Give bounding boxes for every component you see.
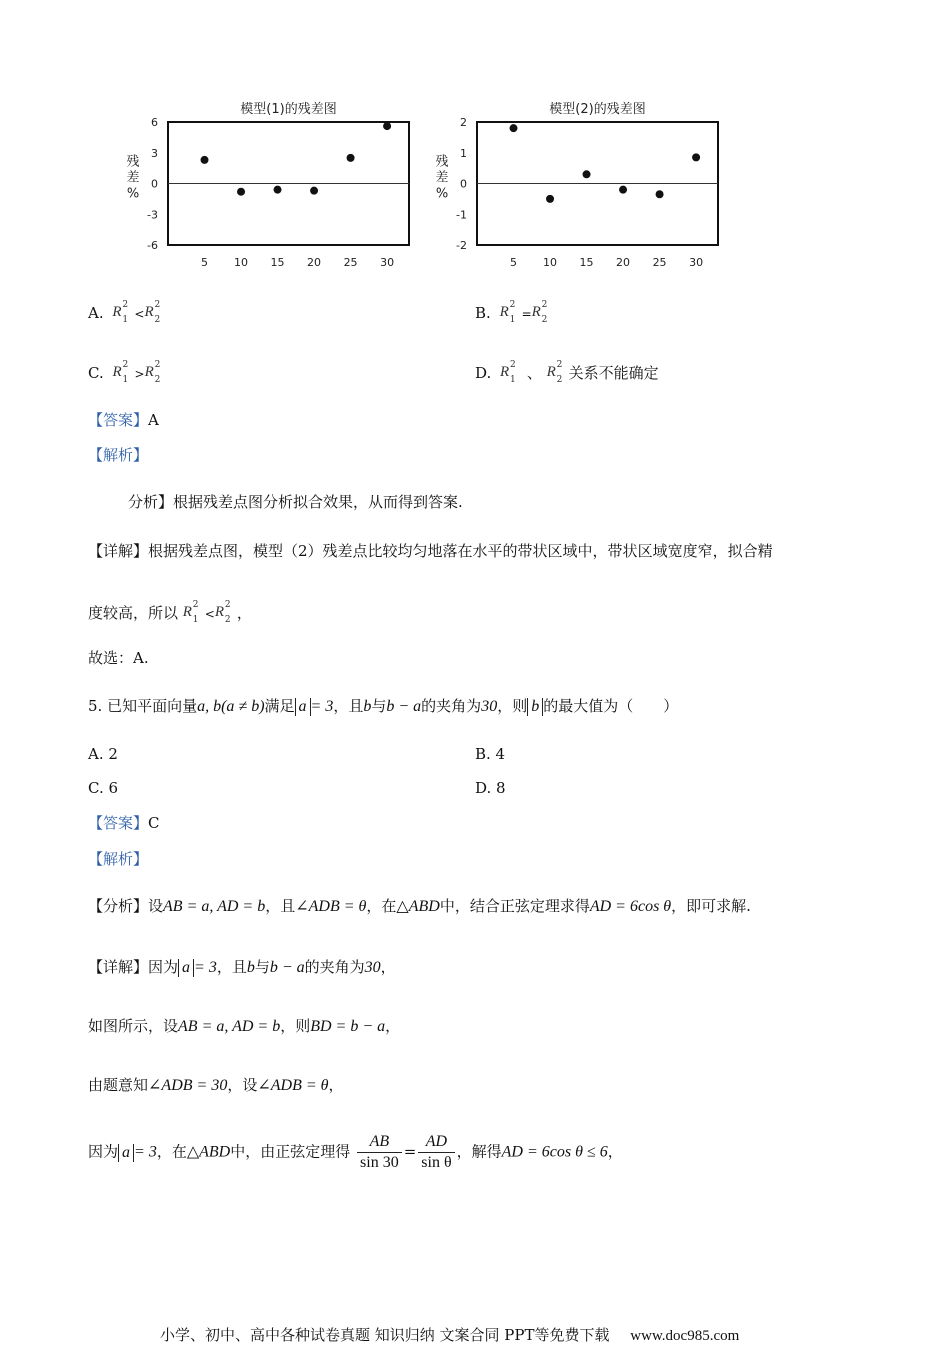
y-tick-label: -3 bbox=[147, 208, 158, 222]
q5-detail-line-1: 【详解】因为 a = 3，且b与b − a的夹角为30， bbox=[88, 958, 396, 976]
chart-title: 模型(2)的残差图 bbox=[549, 102, 646, 117]
y-axis-label-char: 差 bbox=[435, 170, 449, 186]
y-axis-label-char: % bbox=[435, 186, 449, 202]
data-point bbox=[692, 153, 700, 161]
fraction-ad-sintheta: $\frac{AD}{\text{sin θ}}$ bbox=[418, 1132, 454, 1173]
data-point bbox=[583, 170, 591, 178]
y-axis-label-char: % bbox=[126, 186, 140, 202]
y-axis-label-char: 差 bbox=[126, 170, 140, 186]
data-point bbox=[546, 195, 554, 203]
q4-answer: 【答案】A bbox=[88, 411, 159, 429]
x-tick-label: 20 bbox=[616, 256, 631, 269]
y-tick-label: 1 bbox=[460, 146, 467, 160]
q5-option-a: A. 2 bbox=[88, 745, 118, 763]
y-tick-label: -2 bbox=[456, 239, 467, 252]
data-point bbox=[201, 156, 209, 164]
q4-detail-line-2: 度较高，所以 R 2 1 < R 2 2 ， bbox=[88, 600, 252, 625]
y-tick-label: 6 bbox=[151, 116, 158, 129]
x-tick-label: 15 bbox=[270, 256, 285, 269]
residual-chart-model-1 bbox=[110, 95, 430, 275]
y-tick-label: -1 bbox=[456, 208, 467, 222]
y-tick-label: 0 bbox=[460, 177, 467, 191]
x-tick-label: 10 bbox=[234, 256, 249, 269]
x-tick-label: 5 bbox=[510, 256, 518, 269]
q5-stem: 5. 已知平面向量a, b(a ≠ b)满足 a = 3，且b与b − a的夹角为30，则 b 的最大值为（ ） bbox=[88, 697, 679, 715]
footer bbox=[160, 1324, 739, 1345]
footer-text: 小学、初中、高中各种试卷真题 知识归纳 文案合同 PPT等免费下载 bbox=[160, 1326, 610, 1344]
x-tick-label: 30 bbox=[689, 256, 704, 269]
x-tick-label: 15 bbox=[579, 256, 594, 269]
chart-title: 模型(1)的残差图 bbox=[240, 102, 337, 117]
y-tick-label: 2 bbox=[460, 116, 467, 129]
x-tick-label: 25 bbox=[343, 256, 358, 269]
x-tick-label: 5 bbox=[201, 256, 209, 269]
q4-detail-line-1: 【详解】根据残差点图，模型（2）残差点比较均匀地落在水平的带状区域中，带状区域宽度窄，拟合精 bbox=[88, 542, 773, 560]
x-tick-label: 10 bbox=[543, 256, 558, 269]
q5-option-b: B. 4 bbox=[475, 745, 506, 763]
q4-analysis-text: 分析】根据残差点图分析拟合效果，从而得到答案. bbox=[128, 493, 463, 511]
q4-option-a: A. R 2 1 < R 2 2 bbox=[88, 300, 161, 325]
y-tick-label: 0 bbox=[151, 177, 158, 191]
q4-analysis-tag: 【解析】 bbox=[88, 446, 149, 464]
x-tick-label: 20 bbox=[307, 256, 322, 269]
y-tick-label: 3 bbox=[151, 146, 158, 160]
q4-option-b: B. R 2 1 = R 2 2 bbox=[475, 300, 548, 325]
data-point bbox=[383, 122, 391, 130]
data-point bbox=[347, 154, 355, 162]
q5-detail-line-3: 由题意知∠ADB = 30，设∠ADB = θ， bbox=[88, 1076, 344, 1094]
data-point bbox=[310, 187, 318, 195]
q5-option-c: C. 6 bbox=[88, 779, 119, 797]
data-point bbox=[619, 186, 627, 194]
q4-option-d: D. R 2 1 、 R 2 2 关系不能确定 bbox=[475, 360, 659, 385]
x-tick-label: 30 bbox=[380, 256, 395, 269]
q5-detail-line-2: 如图所示，设AB = a, AD = b，则BD = b − a， bbox=[88, 1017, 401, 1035]
q5-fenxi: 【分析】设AB = a, AD = b，且∠ADB = θ，在△ABD中，结合正弦定理求得AD = 6cos θ，即可求解. bbox=[88, 897, 751, 915]
x-tick-label: 25 bbox=[652, 256, 667, 269]
footer-url[interactable]: www.doc985.com bbox=[630, 1328, 740, 1344]
data-point bbox=[656, 190, 664, 198]
q4-option-c: C. R 2 1 > R 2 2 bbox=[88, 360, 161, 385]
data-point bbox=[274, 186, 282, 194]
y-tick-label: -6 bbox=[147, 239, 158, 252]
q5-option-d: D. 8 bbox=[475, 779, 506, 797]
y-axis-label-char: 残 bbox=[126, 154, 140, 170]
data-point bbox=[237, 188, 245, 196]
data-point bbox=[510, 124, 518, 132]
q5-answer: 【答案】C bbox=[88, 814, 160, 832]
y-axis-label-char: 残 bbox=[435, 154, 449, 170]
q4-conclusion: 故选：A. bbox=[88, 649, 149, 667]
q5-detail-line-4: 因为 a = 3，在△ABD中，由正弦定理得 $\frac{AB}{\sin 30}$ = $\frac{AD}{\text{sin θ}}$ ，解得AD = 6cos θ ≤ 6， bbox=[88, 1133, 623, 1171]
fraction-ab-sin30: $\frac{AB}{\sin 30}$ bbox=[357, 1132, 402, 1173]
q5-analysis-tag: 【解析】 bbox=[88, 850, 149, 868]
residual-chart-model-2 bbox=[430, 95, 730, 275]
